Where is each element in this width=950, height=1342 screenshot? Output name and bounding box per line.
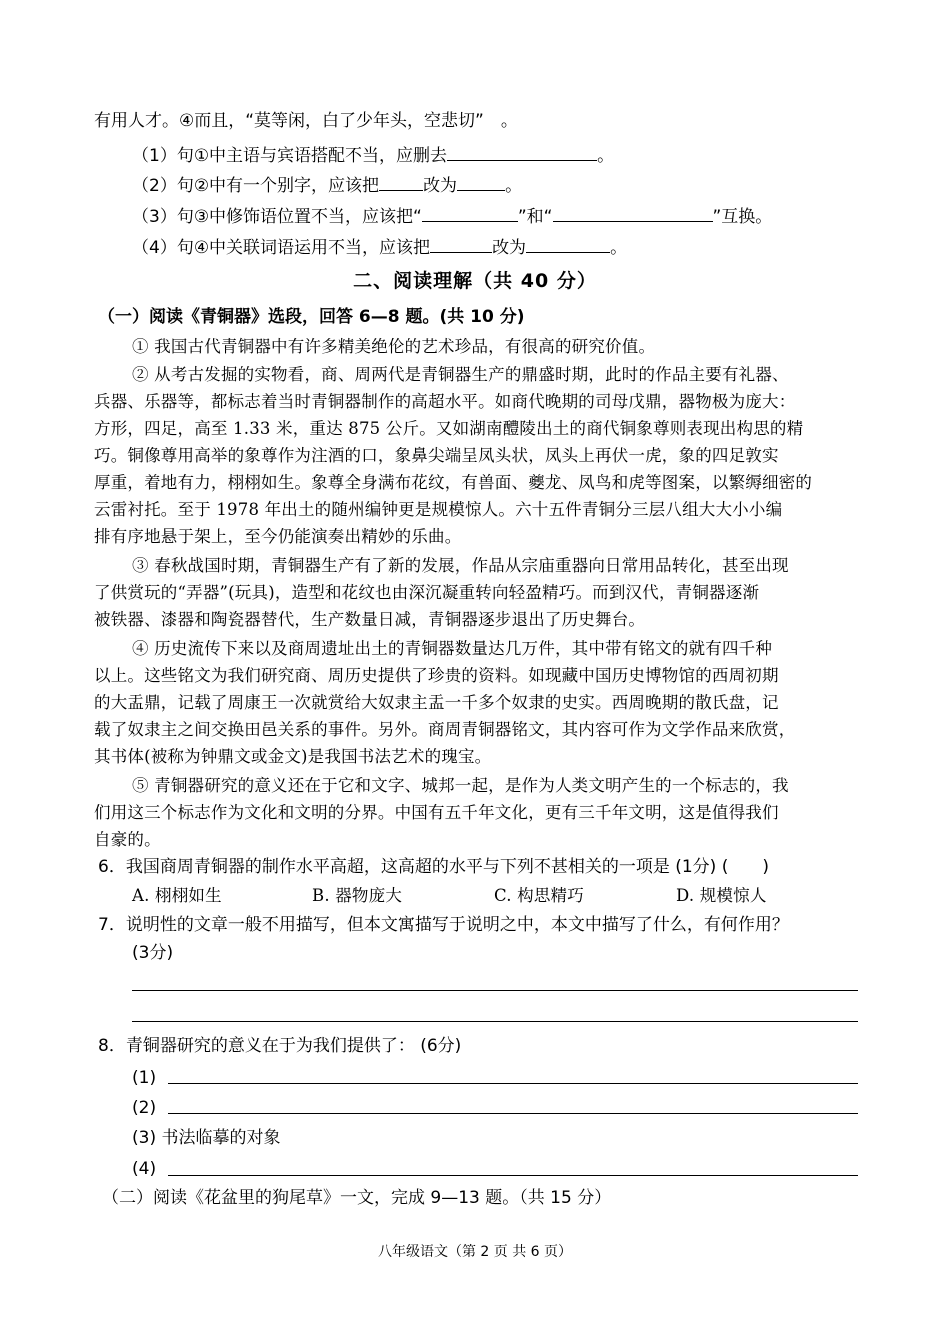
passage-line: 方形，四足，高至 1.33 米，重达 875 公斤。又如湖南醴陵出土的商代铜象尊则表现出构思的精 [94, 419, 804, 438]
answer-blank[interactable] [422, 205, 518, 222]
answer-blank[interactable] [447, 144, 597, 161]
q8-answer-line-1[interactable] [168, 1083, 858, 1084]
answer-blank[interactable] [457, 174, 505, 191]
q5-item-2-pre: （2）句②中有一个别字，应该把 [132, 176, 380, 196]
passage-line: 了供赏玩的“弄器”(玩具)，造型和花纹也由深沉凝重转向轻盈精巧。而到汉代，青铜器逐渐 [94, 583, 760, 602]
passage-line: ① 我国古代青铜器中有许多精美绝伦的艺术珍品，有很高的研究价值。 [132, 337, 656, 356]
q5-intro: 有用人才。④而且，“莫等闲，白了少年头，空悲切” 。 [94, 111, 518, 131]
q5-item-3-pre: （3）句③中修饰语位置不当，应该把“ [132, 207, 422, 227]
q8-item-1: (1) [132, 1068, 157, 1088]
q5-item-4-end: 。 [610, 238, 628, 258]
passage-line: 以上。这些铭文为我们研究商、周历史提供了珍贵的资料。如现藏中国历史博物馆的西周初期 [94, 666, 779, 685]
q7-answer-line[interactable] [132, 1021, 858, 1022]
q5-item-3-end: ”互换。 [712, 207, 773, 227]
q7-stem: 7．说明性的文章一般不用描写，但本文寓描写于说明之中，本文中描写了什么，有何作用？ [98, 915, 789, 935]
q8-stem-line [98, 1035, 461, 1057]
q5-item-1-text: （1）句①中主语与宾语搭配不当，应删去 [132, 146, 448, 166]
q6-option-d[interactable]: D. 规模惊人 [676, 886, 767, 905]
passage-line: 其书体(被称为钟鼎文或金文)是我国书法艺术的瑰宝。 [94, 747, 492, 766]
q7-answer-line[interactable] [132, 990, 858, 991]
part1-heading: （一）阅读《青铜器》选段，回答 6—8 题。(共 10 分) [98, 307, 525, 327]
passage-line: ⑤ 青铜器研究的意义还在于它和文字、城邦一起，是作为人类文明产生的一个标志的，我 [132, 776, 789, 795]
q5-item-2 [132, 174, 522, 197]
q8-item-2: (2) [132, 1098, 157, 1118]
q5-item-4-mid: 改为 [492, 238, 527, 258]
passage-line: 云雷衬托。至于 1978 年出土的随州编钟更是规模惊人。六十五件青铜分三层八组大大小小编 [94, 500, 783, 519]
q6-stem-line [98, 856, 769, 878]
passage-line: ③ 春秋战国时期，青铜器生产有了新的发展，作品从宗庙重器向日常用品转化，甚至出现 [132, 556, 789, 575]
q8-score: (6分) [420, 1036, 462, 1056]
part2-heading: （二）阅读《花盆里的狗尾草》一文，完成 9—13 题。（共 15 分） [102, 1188, 612, 1208]
q5-item-1-end: 。 [597, 146, 615, 166]
passage-line: ④ 历史流传下来以及商周遗址出土的青铜器数量达几万件，其中带有铭文的就有四千种 [132, 639, 773, 658]
passage-line: 载了奴隶主之间交换田邑关系的事件。另外。商周青铜器铭文，其内容可作为文学作品来欣赏， [94, 720, 796, 739]
q5-item-3 [132, 205, 772, 228]
q6-option-c[interactable]: C. 构思精巧 [494, 886, 584, 905]
q6-option-b[interactable]: B. 器物庞大 [312, 886, 403, 905]
passage-line: 的大盂鼎，记载了周康王一次就赏给大奴隶主盂一千多个奴隶的史实。西周晚期的散氏盘，记 [94, 693, 779, 712]
answer-blank[interactable] [379, 174, 423, 191]
q5-item-1 [132, 144, 614, 167]
passage-line: 兵器、乐器等，都标志着当时青铜器制作的高超水平。如商代晚期的司母戊鼎，器物极为庞大： [94, 392, 796, 411]
passage-line: ② 从考古发掘的实物看，商、周两代是青铜器生产的鼎盛时期，此时的作品主要有礼器、 [132, 365, 789, 384]
q8-item-3: (3) 书法临摹的对象 [132, 1128, 281, 1148]
passage-line: 被铁器、漆器和陶瓷器替代，生产数量日减，青铜器逐步退出了历史舞台。 [94, 610, 646, 629]
q5-item-3-mid: ”和“ [517, 207, 553, 227]
q6-answer-paren[interactable]: ( ) [721, 857, 769, 877]
q7-score: (3分) [132, 943, 174, 963]
q5-item-4 [132, 236, 627, 259]
q5-item-4-pre: （4）句④中关联词语运用不当，应该把 [132, 238, 431, 258]
answer-blank[interactable] [430, 236, 492, 253]
section-title: 二、阅读理解（共 40 分） [353, 270, 597, 292]
passage-line: 厚重，着地有力，栩栩如生。象尊全身满布花纹，有兽面、夔龙、凤鸟和虎等图案，以繁缛细密的 [94, 473, 813, 492]
answer-blank[interactable] [553, 205, 713, 222]
q8-answer-line-4[interactable] [168, 1175, 858, 1176]
q6-option-a[interactable]: A. 栩栩如生 [132, 886, 222, 905]
page-footer: 八年级语文（第 2 页 共 6 页） [377, 1244, 573, 1260]
passage-line: 自豪的。 [94, 830, 161, 849]
q6-score: (1分) [675, 857, 717, 877]
q5-item-2-end: 。 [505, 176, 523, 196]
q5-item-2-mid: 改为 [423, 176, 458, 196]
q8-answer-line-2[interactable] [168, 1113, 858, 1114]
passage-line: 排有序地悬于架上，至今仍能演奏出精妙的乐曲。 [94, 527, 462, 546]
q6-stem: 6．我国商周青铜器的制作水平高超，这高超的水平与下列不甚相关的一项是 [98, 857, 670, 877]
q8-item-4: (4) [132, 1159, 157, 1179]
answer-blank[interactable] [526, 236, 610, 253]
passage-line: 巧。铜像尊用高举的象尊作为注酒的口，象鼻尖端呈凤头状，凤头上再伏一虎，象的四足敦实 [94, 446, 779, 465]
q8-stem: 8．青铜器研究的意义在于为我们提供了： [98, 1036, 415, 1056]
passage-line: 们用这三个标志作为文化和文明的分界。中国有五千年文化，更有三千年文明，这是值得我们 [94, 803, 779, 822]
